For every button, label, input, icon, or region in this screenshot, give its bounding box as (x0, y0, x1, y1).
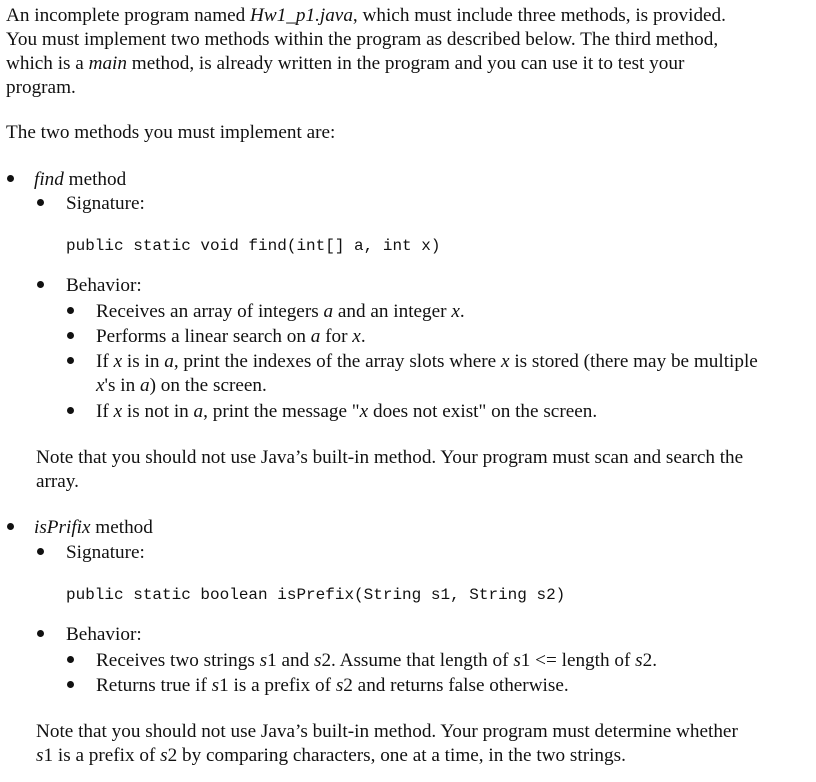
find-behavior-label: Behavior: (66, 275, 142, 296)
bullet-icon (7, 523, 14, 530)
intro-line-2: You must implement two methods within the program as described below. The third method, (6, 29, 719, 50)
intro-line-4: program. (6, 77, 76, 98)
bullet-icon (67, 357, 74, 364)
bullet-icon (7, 175, 14, 182)
find-signature-code: public static void find(int[] a, int x) (66, 237, 441, 255)
find-method-title: find method (34, 169, 127, 190)
bullet-icon (67, 407, 74, 414)
file-name: Hw1_p1.java (250, 5, 353, 26)
isprefix-note-line-1: Note that you should not use Java’s built-in method. Your program must determine whether (36, 721, 738, 742)
bullet-icon (37, 548, 44, 555)
bullet-icon (37, 630, 44, 637)
find-behavior-item-continued: x's in a) on the screen. (96, 375, 267, 396)
bullet-icon (67, 656, 74, 663)
find-signature-label: Signature: (66, 193, 145, 214)
isprefix-behavior-item: Receives two strings s1 and s2. Assume that length of s1 <= length of s2. (96, 650, 658, 671)
isprefix-method-title: isPrifix method (34, 517, 153, 538)
find-note-line-1: Note that you should not use Java’s built-in method. Your program must scan and search the (36, 447, 744, 468)
find-behavior-item: Performs a linear search on a for x. (96, 326, 366, 347)
isprefix-behavior-item: Returns true if s1 is a prefix of s2 and returns false otherwise. (96, 675, 569, 696)
find-behavior-item: If x is not in a, print the message "x does not exist" on the screen. (96, 401, 598, 422)
find-behavior-item: Receives an array of integers a and an integer x. (96, 301, 465, 322)
isprefix-behavior-label: Behavior: (66, 624, 142, 645)
bullet-icon (67, 307, 74, 314)
intro-line-1: An incomplete program named Hw1_p1.java, which must include three methods, is provided. (6, 5, 726, 26)
intro-line-3: which is a main method, is already written in the program and you can use it to test your (6, 53, 685, 74)
bullet-icon (67, 681, 74, 688)
bullet-icon (67, 332, 74, 339)
methods-intro: The two methods you must implement are: (6, 122, 336, 143)
isprefix-note-line-2: s1 is a prefix of s2 by comparing characters, one at a time, in the two strings. (36, 745, 626, 766)
isprefix-signature-code: public static boolean isPrefix(String s1, String s2) (66, 586, 566, 604)
find-note-line-2: array. (36, 471, 79, 492)
isprefix-signature-label: Signature: (66, 542, 145, 563)
bullet-icon (37, 199, 44, 206)
find-behavior-item: If x is in a, print the indexes of the array slots where x is stored (there may be multiple (96, 351, 758, 372)
bullet-icon (37, 281, 44, 288)
